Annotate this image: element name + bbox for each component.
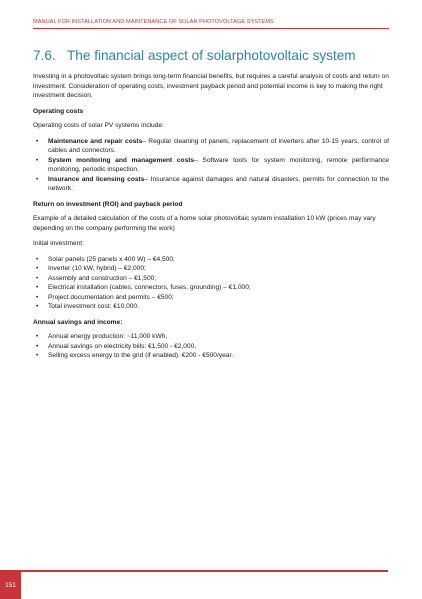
initial-investment-label: Initial investment: [33, 240, 84, 247]
list-item-text: – Insurance against damages and natural disasters, permits for connection to the network. [48, 175, 389, 192]
list-item-text: Assembly and construction – €1,500; [48, 274, 157, 282]
list-item [33, 255, 389, 265]
list-item-text: Selling excess energy to the grid (if enabled): €200 - €500/year. [48, 352, 234, 359]
list-item [33, 351, 389, 361]
bullet-icon: • [36, 255, 39, 263]
list-item [33, 342, 389, 352]
bullet-icon: • [36, 352, 39, 359]
section-number: 7.6. [33, 48, 56, 63]
bullet-icon: • [36, 274, 39, 282]
roi-example: Example of a detailed calculation of the costs of a home solar photovoltaic system installation 10 kW (prices may vary depending on the company performing the work) [33, 215, 376, 232]
header-divider [33, 28, 389, 29]
list-item-term: Insurance and licensing costs [48, 175, 145, 183]
list-item-text: Electrical installation (cables, connectors, fuses, grounding) – €1,000; [48, 284, 251, 291]
intro-paragraph: Investing in a photovoltaic system brings long-term financial benefits, but requires a careful analysis of costs and return on investment. Consideration of operating costs, investment payback period and potential income is key to making the right investment decision. [33, 73, 389, 99]
section-title: The financial aspect of solarphotovoltaic system [67, 48, 356, 63]
list-item [33, 302, 389, 312]
running-header: MANUAL FOR INSTALLATION AND MAINTENANCE OF SOLAR PHOTOVOLTAGE SYSTEMS [33, 19, 274, 25]
list-item [33, 156, 389, 175]
page-content [33, 72, 389, 367]
list-item [33, 264, 389, 274]
list-item [33, 175, 389, 194]
operating-costs-lead: Operating costs of solar PV systems include: [33, 122, 164, 129]
list-item-text: Total investment cost: €10,000. [48, 303, 139, 310]
list-item-text: Solar panels (25 panels x 400 W) – €4,500; [48, 255, 175, 263]
savings-list [33, 332, 389, 361]
list-item-text: Annual energy production: ~11,000 kWh, [48, 333, 168, 340]
list-item-text: – Software tools for system monitoring, remote performance monitoring, periodic inspection. [48, 156, 389, 173]
bullet-icon: • [36, 156, 39, 164]
footer-rule [0, 570, 388, 572]
savings-heading: Annual savings and income: [33, 318, 123, 326]
list-item-text: Project documentation and permits – €500; [48, 293, 174, 301]
operating-costs-list [33, 137, 389, 194]
operating-costs-heading: Operating costs [33, 107, 84, 115]
roi-heading: Return on investment (ROI) and payback period [33, 200, 183, 208]
bullet-icon: • [36, 175, 39, 183]
list-item [33, 332, 389, 342]
list-item-text: – Regular cleaning of panels, replacement of inverters after 10-15 years, control of cables and connectors. [48, 137, 389, 154]
list-item-text: Annual savings on electricity bills: €1,500 - €2,000, [48, 342, 197, 350]
bullet-icon: • [36, 333, 39, 340]
bullet-icon: • [36, 265, 39, 272]
bullet-icon: • [36, 137, 39, 145]
section-heading [33, 48, 356, 63]
list-item [33, 283, 389, 293]
list-item-term: System monitoring and management costs [48, 156, 195, 164]
list-item [33, 274, 389, 284]
list-item [33, 293, 389, 303]
list-item-term: Maintenance and repair costs [48, 137, 143, 145]
bullet-icon: • [36, 293, 39, 301]
bullet-icon: • [36, 303, 39, 310]
bullet-icon: • [36, 342, 39, 350]
bullet-icon: • [36, 284, 39, 291]
list-item-text: Inverter (10 kW, hybrid) – €2,000; [48, 265, 146, 272]
page-number: 151 [0, 572, 21, 599]
list-item [33, 137, 389, 156]
initial-investment-list [33, 255, 389, 312]
